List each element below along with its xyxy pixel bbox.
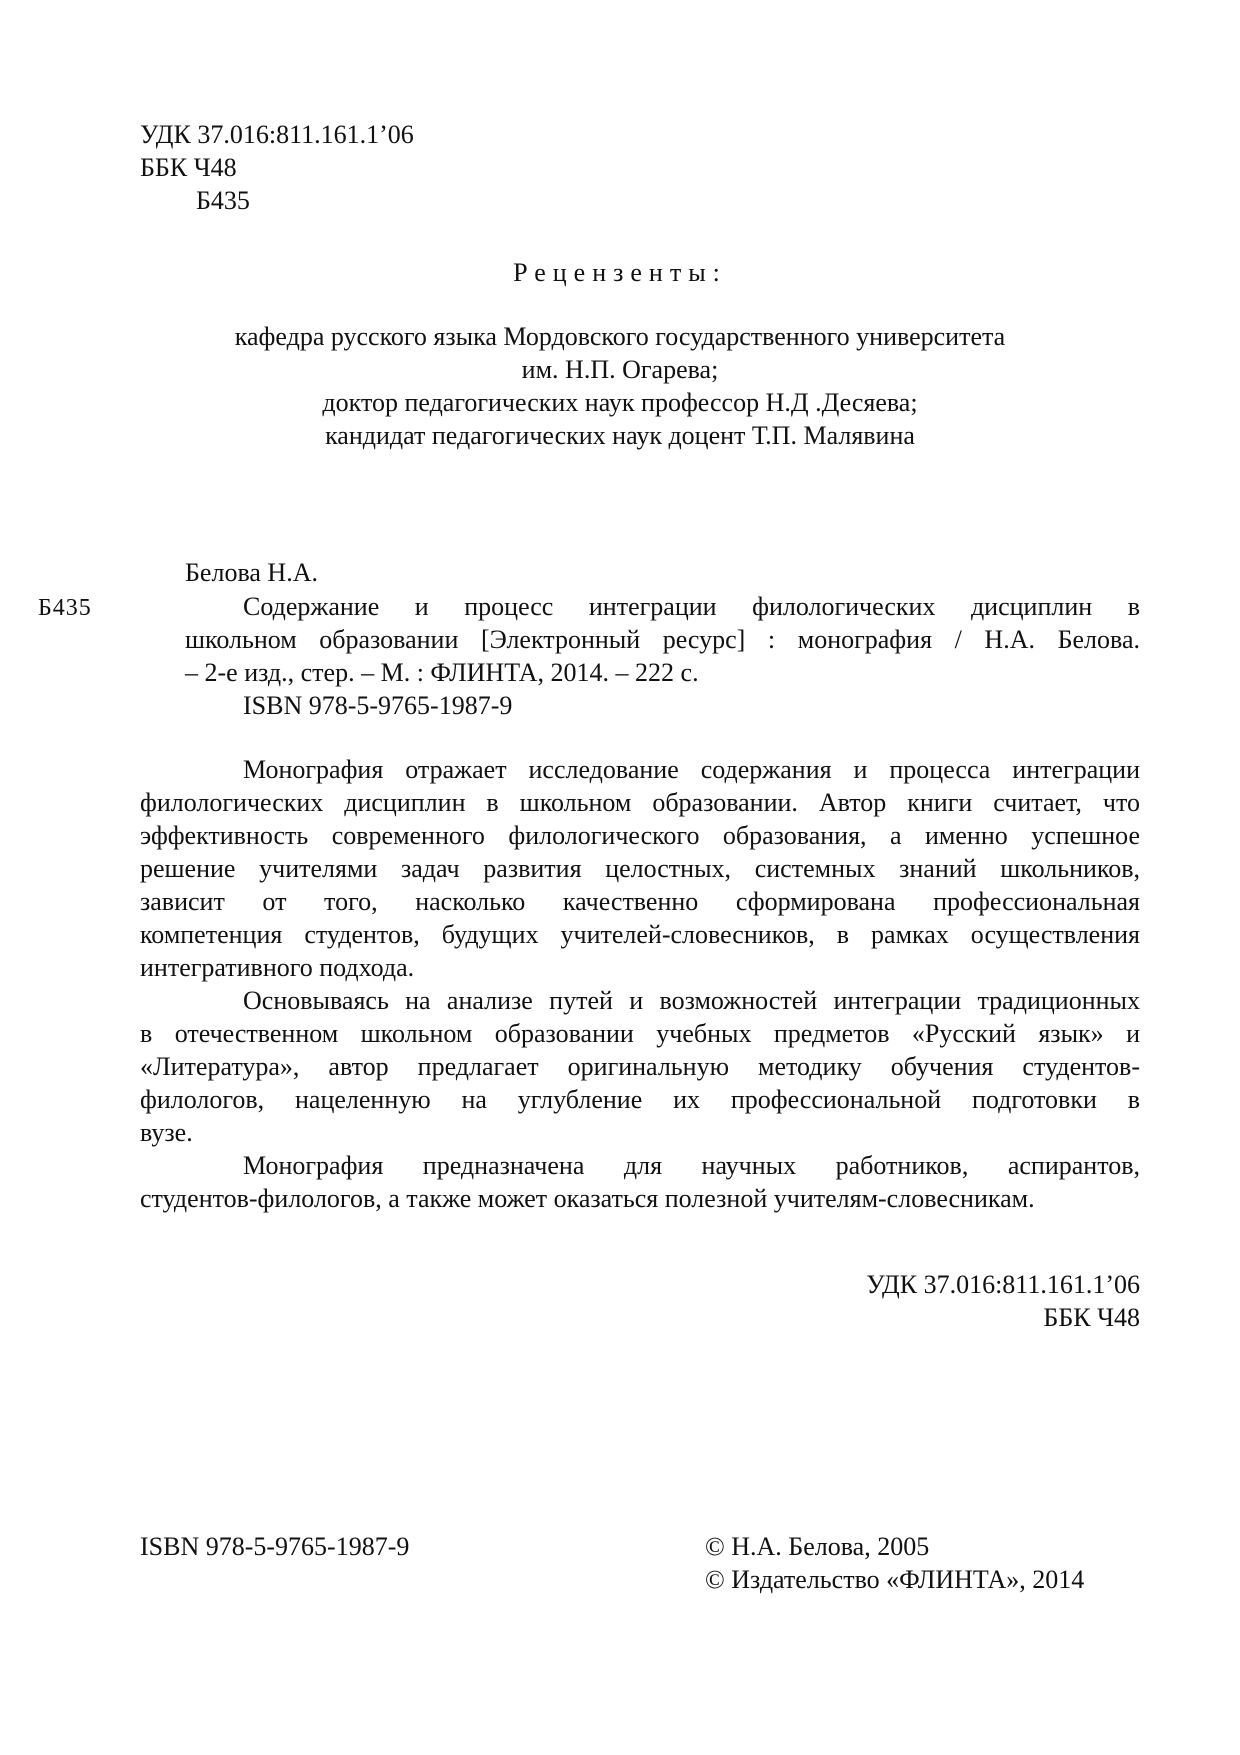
abstract-line: вузе. [140,1118,193,1147]
bib-line: – 2-е изд., стер. – М. : ФЛИНТА, 2014. – 222 с. [185,658,699,687]
top-classification [140,118,414,217]
abstract-line: решение учителями задач развития целостных, системных знаний школьников, [140,854,1140,883]
catalog-cutter: Б435 [38,595,92,621]
footer-isbn: ISBN 978-5-9765-1987-9 [140,1532,410,1561]
bbk-code: ББК Ч48 [140,153,237,182]
bib-line: школьном образовании [Электронный ресурс] : монография / Н.А. Белова. [185,625,1140,654]
bottom-classification [700,1268,1140,1334]
reviewers-list [150,320,1090,452]
abstract-line: зависит от того, насколько качественно сформирована профессиональная [140,887,1140,916]
abstract-line: в отечественном школьном образовании учебных предметов «Русский язык» и [140,1019,1140,1048]
abstract-line: Монография предназначена для научных работников, аспирантов, [243,1151,1140,1180]
reviewer-line: им. Н.П. Огарева; [521,355,719,384]
abstract-line: студентов-филологов, а также может оказаться полезной учителям-словесникам. [140,1184,1035,1213]
abstract-line: Основываясь на анализе путей и возможностей интеграции традиционных [243,986,1140,1015]
copyright-block [705,1530,1084,1596]
abstract-line: Монография отражает исследование содержания и процесса интеграции [243,755,1140,784]
reviewer-line: кандидат педагогических наук доцент Т.П. Малявина [325,421,915,450]
abstract-line: филологов, нацеленную на углубление их профессиональной подготовки в [140,1085,1140,1114]
abstract-line: эффективность современного филологического образования, а именно успешное [140,821,1140,850]
abstract [140,753,1140,1215]
abstract-paragraph [140,753,1140,984]
abstract-paragraph [140,984,1140,1149]
udk-code: УДК 37.016:811.161.1’06 [140,120,414,149]
bbk-code: ББК Ч48 [1043,1303,1140,1332]
abstract-line: компетенция студентов, будущих учителей-словесников, в рамках осуществления [140,920,1140,949]
reviewers-heading: Рецензенты: [513,258,727,287]
abstract-line: интегративного подхода. [140,953,415,982]
copyright-author: © Н.А. Белова, 2005 [705,1532,930,1561]
abstract-paragraph [140,1149,1140,1215]
catalog-author: Белова Н.А. [185,558,318,587]
cutter-code: Б435 [196,186,250,215]
copyright-publisher: © Издательство «ФЛИНТА», 2014 [705,1565,1085,1594]
abstract-line: «Литература», автор предлагает оригинальную методику обучения студентов- [140,1052,1140,1081]
udk-code: УДК 37.016:811.161.1’06 [866,1270,1140,1299]
bib-isbn: ISBN 978-5-9765-1987-9 [243,691,513,720]
abstract-line: филологических дисциплин в школьном образовании. Автор книги считает, что [140,788,1140,817]
reviewer-line: кафедра русского языка Мордовского государственного университета [234,322,1006,351]
reviewer-line: доктор педагогических наук профессор Н.Д .Десяева; [322,388,918,417]
bib-line: Содержание и процесс интеграции филологических дисциплин в [243,592,1140,621]
bibliographic-description [185,590,1140,722]
